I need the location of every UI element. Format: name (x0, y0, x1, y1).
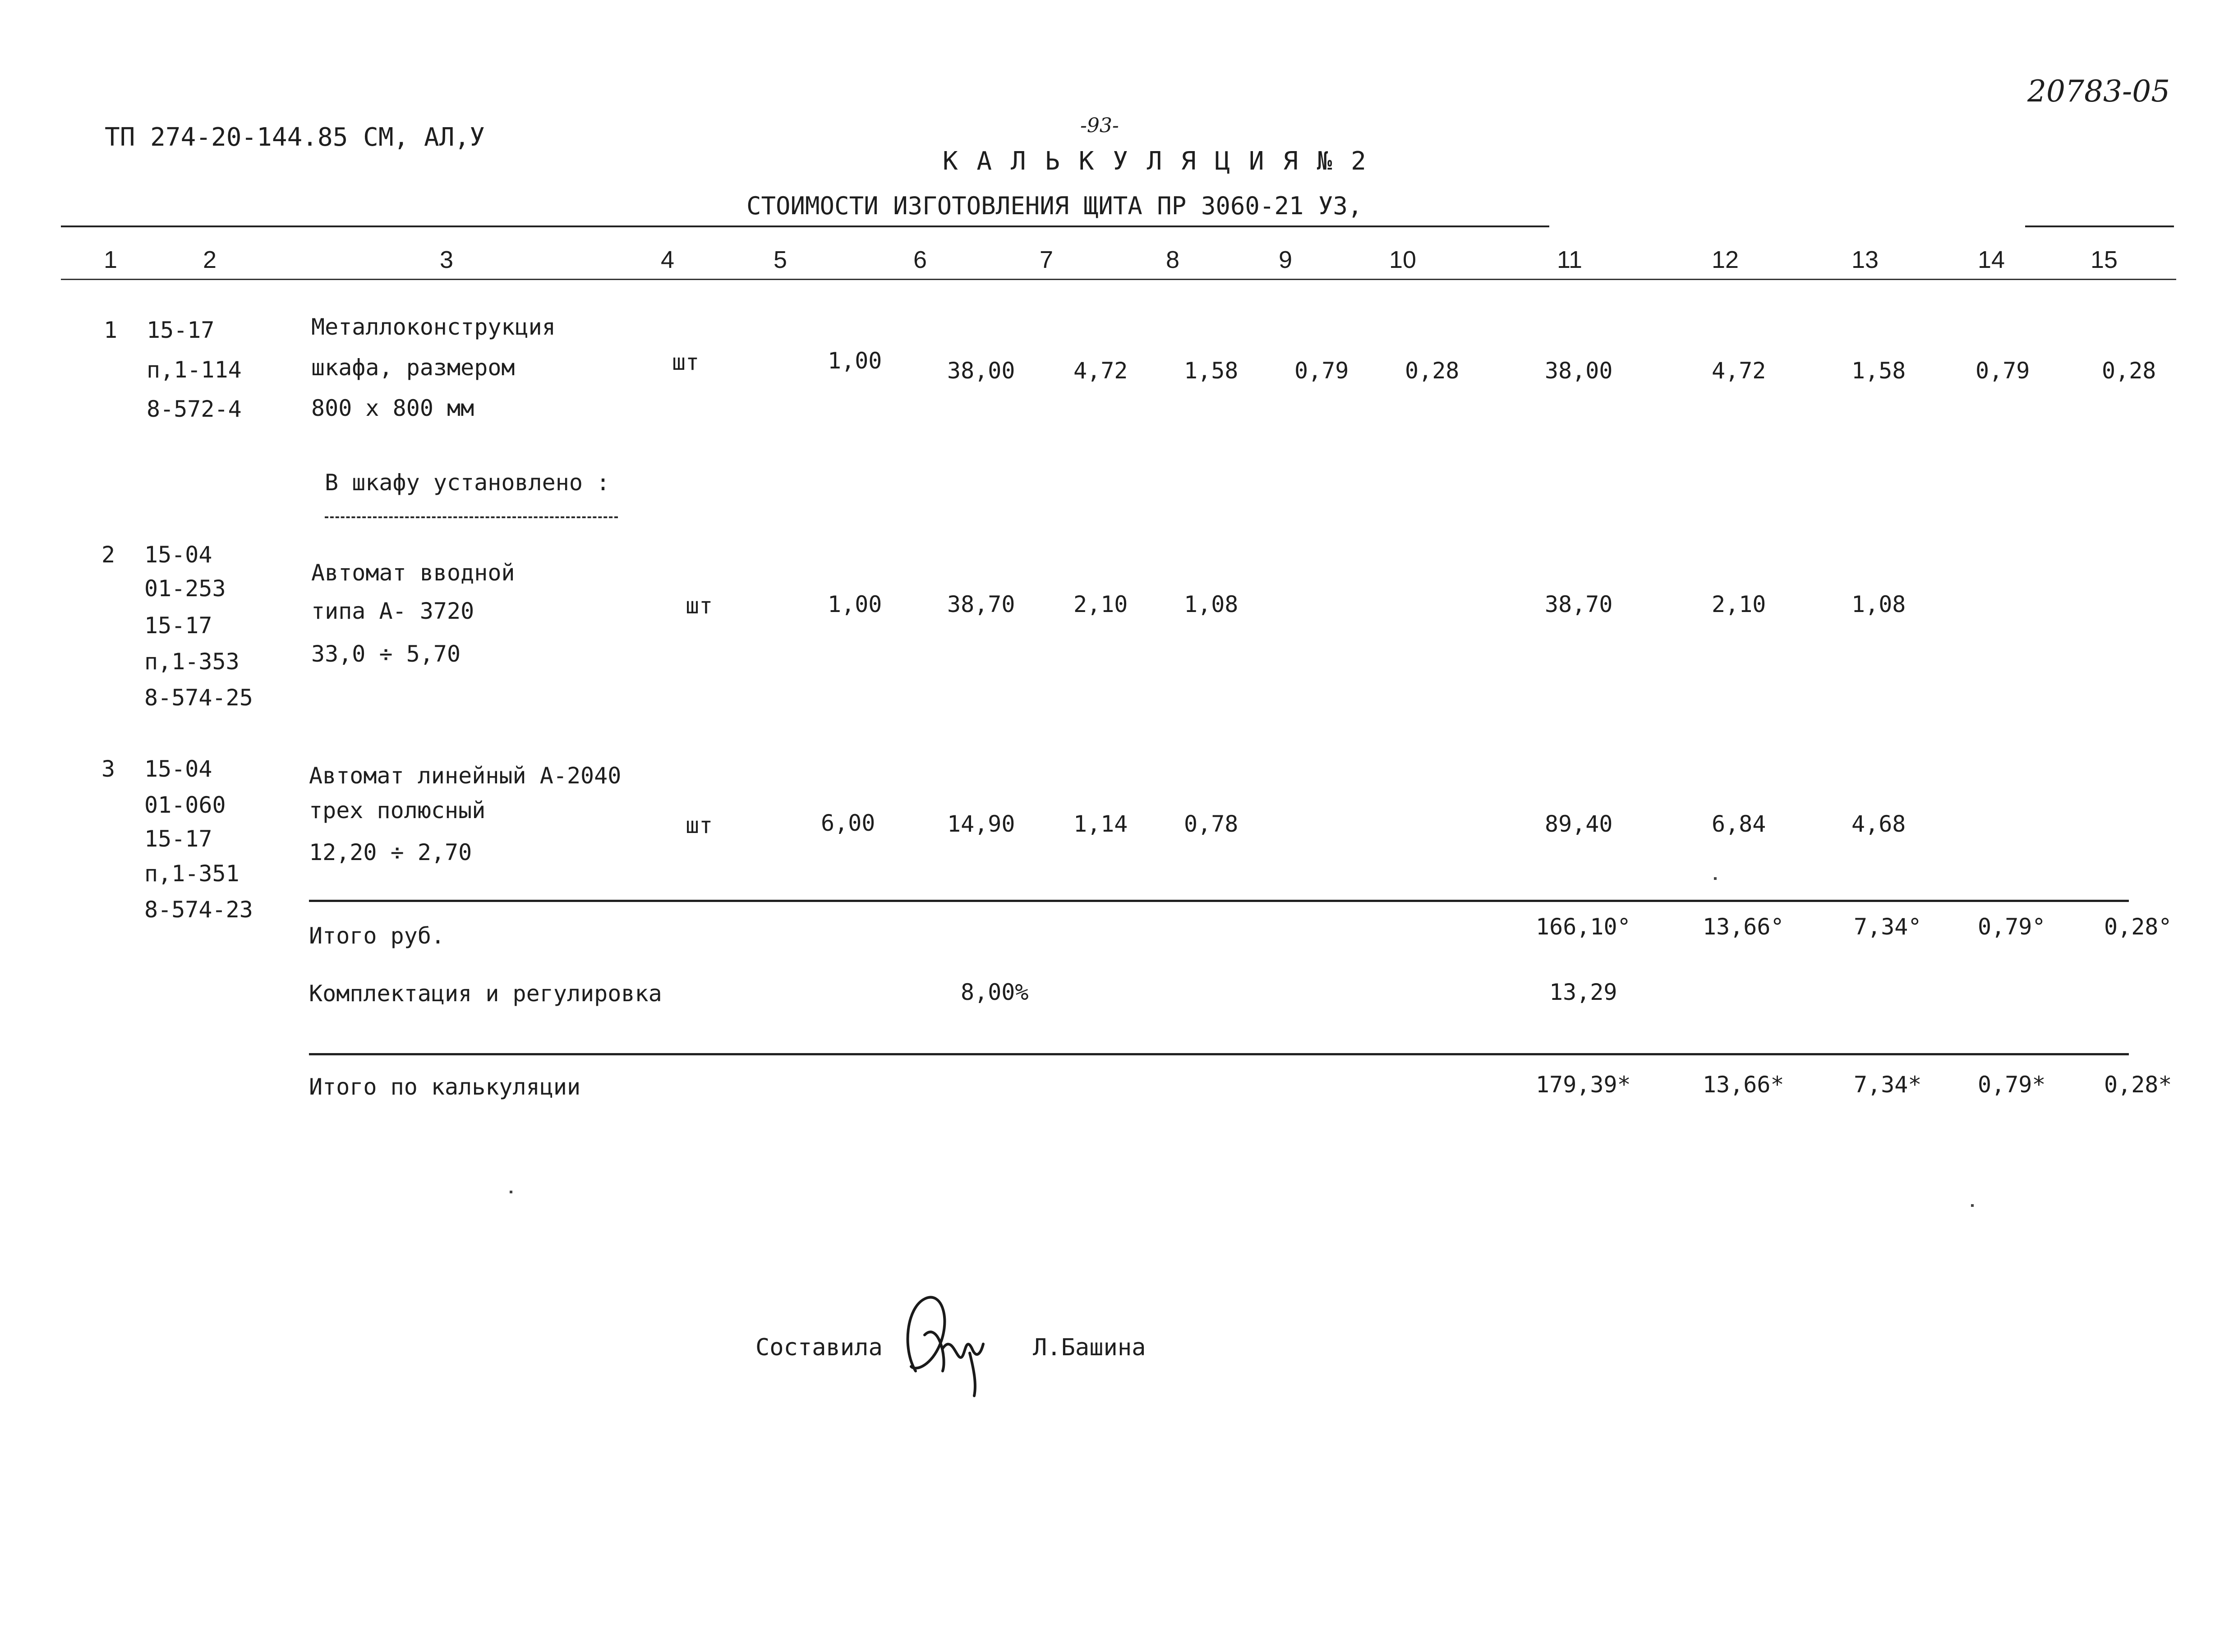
row-value-7: 38,00 (947, 358, 1015, 384)
installed-note: В шкафу установлено : (325, 469, 610, 496)
subtotal-value-13: 7,34° (1854, 914, 1922, 940)
column-header-2: 2 (203, 246, 217, 273)
subtotal-rule (309, 900, 2129, 902)
row-description: трех полюсный (309, 797, 486, 824)
row-description: 33,0 ÷ 5,70 (311, 641, 461, 667)
row-value-12: 6,84 (1712, 811, 1766, 837)
column-header-10: 10 (1389, 246, 1417, 273)
row-value-9: 1,58 (1184, 358, 1239, 384)
row-description: Металлоконструкция (311, 314, 556, 340)
row-quantity: 1,00 (828, 348, 882, 374)
row-code: 8-572-4 (147, 396, 242, 422)
row-value-7: 38,70 (947, 591, 1015, 617)
page-number: -93- (1080, 114, 1119, 137)
row-code: 15-17 (144, 826, 212, 852)
column-header-7: 7 (1039, 246, 1054, 273)
row-value-9: 1,08 (1184, 591, 1239, 617)
column-header-1: 1 (103, 246, 118, 273)
row-code: 8-574-25 (144, 685, 253, 711)
row-value-10b: 0,28 (1405, 358, 1460, 384)
total-label: Итого по калькуляции (309, 1074, 581, 1100)
row-description: 12,20 ÷ 2,70 (309, 839, 472, 865)
column-header-15: 15 (2090, 246, 2118, 273)
row-description: 800 х 800 мм (311, 395, 474, 421)
column-header-4: 4 (660, 246, 675, 273)
row-code: 8-574-23 (144, 897, 253, 923)
row-number: 3 (101, 756, 115, 782)
row-value-15: 0,28 (2102, 358, 2156, 384)
page-code: 20783-05 (2027, 74, 2170, 109)
column-header-rule (61, 279, 2176, 280)
row-quantity: 1,00 (828, 591, 882, 617)
total-value-14: 0,79* (1978, 1072, 2046, 1098)
document-id: ТП 274-20-144.85 СМ, АЛ,У (105, 123, 485, 152)
row-description: шкафа, размером (311, 354, 515, 381)
row-value-13: 4,68 (1851, 811, 1906, 837)
row-code: 01-253 (144, 575, 226, 602)
header-rule-right (2025, 225, 2174, 227)
document-subtitle: СТОИМОСТИ ИЗГОТОВЛЕНИЯ ЩИТА ПР 3060-21 УЗ, (746, 192, 1363, 220)
row-value-9: 0,78 (1184, 811, 1239, 837)
column-header-9: 9 (1278, 246, 1293, 273)
subtotal-value-14: 0,79° (1978, 914, 2046, 940)
row-unit: шт (686, 593, 713, 619)
row-code: п,1-353 (144, 649, 239, 675)
column-header-6: 6 (913, 246, 927, 273)
row-code: 15-04 (144, 542, 212, 568)
assembly-label: Комплектация и регулировка (309, 980, 662, 1007)
row-code: п,1-114 (147, 357, 242, 383)
row-value-12: 2,10 (1712, 591, 1766, 617)
row-value-11: 89,40 (1545, 811, 1613, 837)
row-number: 1 (104, 317, 118, 343)
row-code: п,1-351 (144, 861, 239, 887)
row-value-14: 0,79 (1976, 358, 2030, 384)
row-code: 01-060 (144, 792, 226, 818)
signature-name: Л.Башина (1033, 1334, 1146, 1361)
installed-note-underline (325, 516, 618, 518)
row-quantity: 6,00 (821, 810, 875, 836)
header-rule (61, 225, 1549, 227)
row-number: 2 (101, 542, 115, 568)
document-title: К А Л Ь К У Л Я Ц И Я № 2 (943, 147, 1368, 176)
column-header-5: 5 (773, 246, 787, 273)
row-value-13: 1,08 (1851, 591, 1906, 617)
assembly-percent: 8,00% (961, 979, 1029, 1005)
row-value-10a: 0,79 (1294, 358, 1349, 384)
assembly-value-11: 13,29 (1549, 979, 1617, 1005)
column-header-13: 13 (1851, 246, 1879, 273)
total-value-11: 179,39* (1536, 1072, 1631, 1098)
row-value-8: 2,10 (1073, 591, 1128, 617)
row-value-8: 1,14 (1073, 811, 1128, 837)
row-unit: шт (672, 349, 700, 375)
column-header-12: 12 (1711, 246, 1739, 273)
row-unit: шт (686, 812, 713, 838)
column-header-3: 3 (439, 246, 454, 273)
subtotal-label: Итого руб. (309, 923, 445, 949)
row-value-7: 14,90 (947, 811, 1015, 837)
total-value-12: 13,66* (1703, 1072, 1784, 1098)
stray-dot (1714, 877, 1717, 880)
row-description: типа А- 3720 (311, 598, 474, 624)
stray-dot (1971, 1204, 1974, 1207)
subtotal-value-12: 13,66° (1703, 914, 1784, 940)
row-code: 15-17 (147, 317, 215, 343)
row-code: 15-04 (144, 756, 212, 782)
row-value-11: 38,70 (1545, 591, 1613, 617)
row-value-8: 4,72 (1073, 358, 1128, 384)
subtotal-value-15: 0,28° (2104, 914, 2172, 940)
signature-label: Составила (755, 1334, 883, 1361)
column-header-14: 14 (1977, 246, 2005, 273)
row-description: Автомат вводной (311, 560, 515, 586)
column-header-11: 11 (1556, 246, 1583, 273)
row-value-12: 4,72 (1712, 358, 1766, 384)
row-code: 15-17 (144, 612, 212, 639)
total-value-13: 7,34* (1854, 1072, 1922, 1098)
handwritten-signature (898, 1281, 1001, 1398)
subtotal-value-11: 166,10° (1536, 914, 1631, 940)
stray-dot (510, 1191, 512, 1193)
total-rule (309, 1053, 2129, 1055)
total-value-15: 0,28* (2104, 1072, 2172, 1098)
row-value-11: 38,00 (1545, 358, 1613, 384)
row-value-13: 1,58 (1851, 358, 1906, 384)
row-description: Автомат линейный А-2040 (309, 763, 622, 789)
column-header-8: 8 (1165, 246, 1180, 273)
